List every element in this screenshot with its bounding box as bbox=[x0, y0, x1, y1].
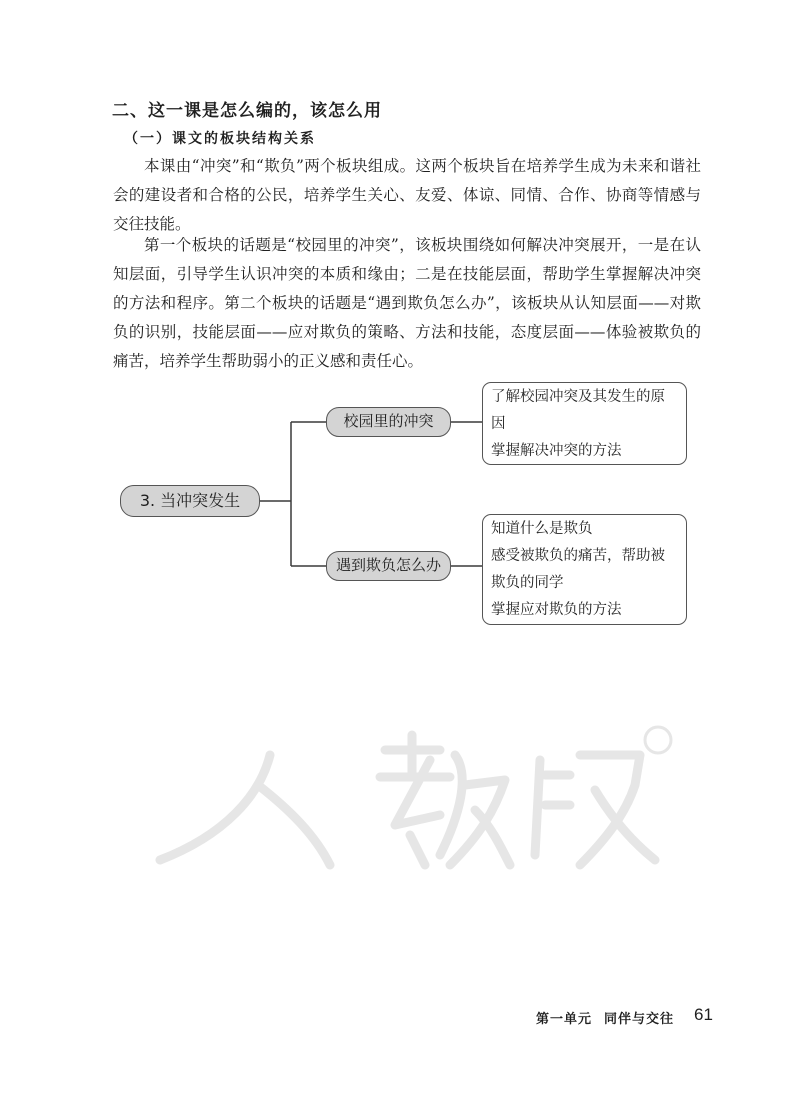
page-footer bbox=[536, 1008, 674, 1027]
detail-box-bullying bbox=[482, 514, 687, 625]
detail-item: 掌握解决冲突的方法 bbox=[491, 443, 622, 459]
detail-box-conflict bbox=[482, 382, 687, 465]
detail-item: 知道什么是欺负 bbox=[491, 521, 593, 537]
diagram-root-node: 3. 当冲突发生 bbox=[120, 485, 260, 517]
detail-item: 掌握应对欺负的方法 bbox=[491, 602, 622, 618]
detail-item: 感受被欺负的痛苦，帮助被欺负的同学 bbox=[491, 548, 665, 591]
diagram-branch-bullying: 遇到欺负怎么办 bbox=[326, 551, 451, 581]
footer-unit: 第一单元 bbox=[536, 1012, 593, 1027]
subsection-title: （一）课文的板块结构关系 bbox=[124, 131, 316, 147]
section-title: 二、这一课是怎么编的，该怎么用 bbox=[112, 101, 382, 121]
footer-unit-title: 同伴与交往 bbox=[604, 1012, 675, 1027]
paragraph-intro: 本课由“冲突”和“欺负”两个板块组成。这两个板块旨在培养学生成为未来和谐社会的建设者和合格的公民，培养学生关心、友爱、体谅、同情、合作、协商等情感与交往技能。 bbox=[113, 157, 701, 233]
diagram-branch-conflict: 校园里的冲突 bbox=[326, 407, 451, 437]
paragraph-detail: 第一个板块的话题是“校园里的冲突”，该板块围绕如何解决冲突展开，一是在认知层面，引导学生认识冲突的本质和缘由；二是在技能层面，帮助学生掌握解决冲突的方法和程序。第二个板块的话题是“遇到欺负怎么办”，该板块从认知层面——对欺负的识别，技能层面——应对欺负的策略、方法和技能，态度层面——体验被欺负的痛苦，培养学生帮助弱小的正义感和责任心。 bbox=[113, 236, 701, 370]
publisher-watermark-logo bbox=[140, 715, 680, 885]
detail-item: 了解校园冲突及其发生的原因 bbox=[491, 389, 665, 432]
page-number: 61 bbox=[694, 1005, 713, 1024]
